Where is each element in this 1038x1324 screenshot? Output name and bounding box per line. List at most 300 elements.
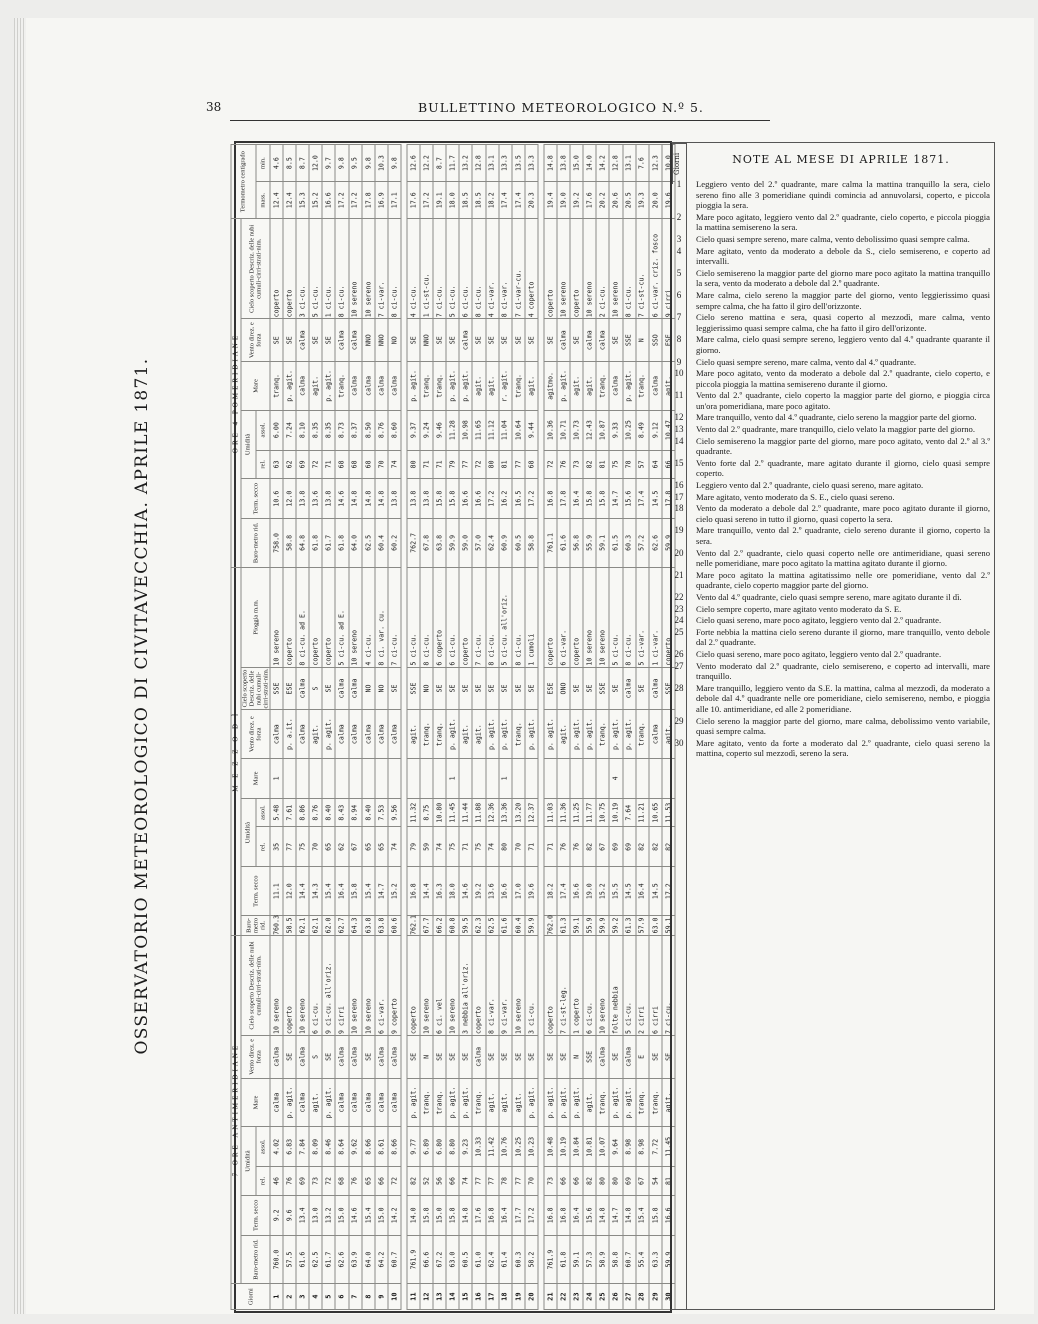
morning-humidity-rel: 54 (649, 1167, 662, 1196)
table-row (525, 145, 538, 1310)
morning-sky: 9 coperto (388, 935, 401, 1035)
noon-rain (623, 758, 636, 798)
morning-humidity-abs: 10.23 (525, 1127, 538, 1167)
temp-min: 13.2 (459, 145, 472, 182)
morning-humidity-rel: 66 (375, 1167, 388, 1196)
afternoon-sea: agit. (309, 362, 322, 411)
noon-sea: tranq. (512, 710, 525, 759)
noon-header-dry-thermometer: Term. secco (241, 867, 270, 916)
note-item (672, 390, 994, 411)
afternoon-dry-temp: 15.8 (433, 479, 446, 519)
observations-table-frame (231, 141, 673, 1313)
morning-wind: SE (407, 1035, 420, 1078)
noon-header-barometer: Baro-metro rid. (241, 915, 270, 935)
morning-humidity-abs: 7.84 (296, 1127, 309, 1167)
noon-barometer: 760.3 (270, 915, 283, 935)
afternoon-humidity-rel: 64 (649, 450, 662, 479)
afternoon-wind: calma (296, 319, 309, 362)
morning-sky: 9 cirri (335, 935, 348, 1035)
noon-humidity-rel: 67 (349, 827, 362, 867)
noon-humidity-abs: 8.43 (335, 798, 348, 827)
noon-humidity-abs: 11.88 (472, 798, 485, 827)
table-row (407, 145, 420, 1310)
noon-humidity-rel: 67 (596, 827, 609, 867)
morning-barometer: 63.0 (446, 1235, 459, 1284)
noon-humidity-abs: 10.80 (433, 798, 446, 827)
table-row (335, 145, 348, 1310)
morning-sea: p. agit. (446, 1078, 459, 1127)
morning-wind: calma (472, 1035, 485, 1078)
morning-sky: coperto (407, 935, 420, 1035)
note-item (672, 615, 994, 626)
table-row (322, 145, 335, 1310)
noon-dry-temp: 18.2 (544, 867, 557, 916)
noon-sky: coperto (570, 567, 583, 667)
temp-max: 12.4 (270, 182, 283, 219)
noon-wind: ESE (544, 667, 557, 710)
noon-humidity-abs: 13.20 (512, 798, 525, 827)
note-day-number: 27 (674, 660, 684, 671)
noon-humidity-rel: 77 (283, 827, 296, 867)
afternoon-sky: 8 ci-var. (499, 219, 512, 319)
noon-sea: tranq. (433, 710, 446, 759)
noon-rain: 1 (499, 758, 512, 798)
noon-humidity-abs: 10.19 (609, 798, 622, 827)
afternoon-barometer: 762.7 (407, 519, 420, 568)
afternoon-dry-temp: 12.0 (283, 479, 296, 519)
noon-sea: agit. (309, 710, 322, 759)
noon-humidity-abs: 5.48 (270, 798, 283, 827)
noon-wind: calma (335, 667, 348, 710)
afternoon-humidity-abs: 9.46 (433, 410, 446, 450)
morning-barometer: 59.9 (662, 1235, 675, 1284)
afternoon-humidity-rel: 72 (472, 450, 485, 479)
noon-humidity-abs: 11.32 (407, 798, 420, 827)
noon-sea: calma (270, 710, 283, 759)
note-item (672, 525, 994, 546)
morning-sea: agit. (499, 1078, 512, 1127)
table-row (459, 145, 472, 1310)
table-row (499, 145, 512, 1310)
temp-min: 12.3 (649, 145, 662, 182)
morning-wind: SSE (583, 1035, 596, 1078)
noon-wind: calma (296, 667, 309, 710)
afternoon-wind: calma (557, 319, 570, 362)
morning-wind: N (570, 1035, 583, 1078)
afternoon-humidity-abs: 9.12 (649, 410, 662, 450)
morning-dry-temp: 16.6 (662, 1195, 675, 1235)
morning-humidity-abs: 8.64 (335, 1127, 348, 1167)
noon-dry-temp: 12.0 (283, 867, 296, 916)
table-row (649, 145, 662, 1310)
note-day-number: 21 (674, 569, 684, 580)
day-number: 14 (446, 1284, 459, 1310)
afternoon-barometer: 61.8 (335, 519, 348, 568)
noon-sky: 7 ci-cu. (388, 567, 401, 667)
temp-max: 19.3 (636, 182, 649, 219)
note-text: Cielo semisereno la maggior parte del giorno, mare poco agitato, vento dal 2.º al 3.º quadrante. (696, 435, 990, 457)
noon-rain (557, 758, 570, 798)
table-row (636, 145, 649, 1310)
noon-sea: agit. (472, 710, 485, 759)
afternoon-header-humidity: Umidità (241, 410, 256, 479)
afternoon-humidity-rel: 62 (283, 450, 296, 479)
noon-sky: 8 ci-cu. ad E. (296, 567, 309, 667)
morning-barometer: 60.7 (388, 1235, 401, 1284)
noon-sea: calma (335, 710, 348, 759)
morning-sky: 6 ci-cu. (583, 935, 596, 1035)
noon-humidity-abs: 8.86 (296, 798, 309, 827)
afternoon-wind: N (636, 319, 649, 362)
noon-sky: coperto (322, 567, 335, 667)
morning-humidity-rel: 56 (433, 1167, 446, 1196)
table-row (349, 145, 362, 1310)
afternoon-humidity-rel: 63 (270, 450, 283, 479)
morning-humidity-rel: 82 (583, 1167, 596, 1196)
morning-wind: SE (662, 1035, 675, 1078)
afternoon-dry-temp: 14.7 (609, 479, 622, 519)
noon-sea: calma (296, 710, 309, 759)
morning-sea: tranq. (596, 1078, 609, 1127)
note-text: Vento dal 2.º quadrante, mare tranquillo, cielo velato la maggior parte del giorno. (696, 424, 976, 435)
noon-dry-temp: 17.2 (662, 867, 675, 916)
afternoon-wind: SE (270, 319, 283, 362)
afternoon-barometer: 64.8 (296, 519, 309, 568)
morning-humidity-abs: 9.23 (459, 1127, 472, 1167)
noon-dry-temp: 18.0 (446, 867, 459, 916)
noon-dry-temp: 14.5 (623, 867, 636, 916)
table-row (388, 145, 401, 1310)
table-row (557, 145, 570, 1310)
noon-barometer: 59.9 (596, 915, 609, 935)
morning-wind: calma (388, 1035, 401, 1078)
morning-sky: 10 sereno (420, 935, 433, 1035)
noon-barometer: 60.6 (388, 915, 401, 935)
afternoon-humidity-abs: 9.37 (407, 410, 420, 450)
noon-sea: tranq. (596, 710, 609, 759)
noon-sea: p. a.it. (283, 710, 296, 759)
noon-humidity-rel: 71 (525, 827, 538, 867)
morning-humidity-rel: 80 (609, 1167, 622, 1196)
afternoon-sky: 1 ci-st-cu. (420, 219, 433, 319)
noon-humidity-rel: 71 (459, 827, 472, 867)
morning-sky: 6 ci-var. (375, 935, 388, 1035)
note-day-number: 20 (674, 547, 684, 558)
noon-sea: calma (375, 710, 388, 759)
observations-table (231, 144, 676, 1310)
temp-min: 13.5 (512, 145, 525, 182)
note-text: Mare calma, cielo sereno la maggior parte del giorno, vento leggierissimo quasi sempre calma, che ha fatto il giro dell'orizzonte. (696, 289, 990, 311)
noon-rain (349, 758, 362, 798)
noon-barometer: 60.4 (512, 915, 525, 935)
morning-humidity-rel: 73 (544, 1167, 557, 1196)
afternoon-sea: tranq. (433, 362, 446, 411)
noon-dry-temp: 16.3 (433, 867, 446, 916)
noon-sky: 1 cumoli (525, 567, 538, 667)
afternoon-sea: calma (609, 362, 622, 411)
morning-wind: SE (544, 1035, 557, 1078)
morning-header-humidity-abs: assol. (256, 1127, 271, 1167)
morning-wind: N (420, 1035, 433, 1078)
note-text: Cielo semisereno la maggior parte del giorno mare poco agitato la mattina tranquillo la sera, vento da moderato a debole dal 2.º quadrante. (696, 267, 990, 289)
morning-sea: p. agit. (525, 1078, 538, 1127)
morning-sky: 9 ci-var. (499, 935, 512, 1035)
afternoon-sea: tranq. (270, 362, 283, 411)
afternoon-barometer: 67.8 (420, 519, 433, 568)
noon-rain (472, 758, 485, 798)
noon-barometer: 59.5 (459, 915, 472, 935)
noon-humidity-abs: 11.25 (570, 798, 583, 827)
temp-min: 8.5 (283, 145, 296, 182)
note-item (672, 424, 994, 435)
noon-dry-temp: 14.4 (296, 867, 309, 916)
morning-humidity-rel: 52 (420, 1167, 433, 1196)
noon-barometer: 61.3 (623, 915, 636, 935)
morning-dry-temp: 15.4 (362, 1195, 375, 1235)
noon-barometer: 62.7 (335, 915, 348, 935)
day-number: 26 (609, 1284, 622, 1310)
noon-dry-temp: 15.2 (596, 867, 609, 916)
noon-humidity-rel: 75 (472, 827, 485, 867)
notes-column (670, 142, 995, 1310)
note-item (672, 592, 994, 603)
afternoon-sky: 10 sereno (557, 219, 570, 319)
morning-sea: p. agit. (544, 1078, 557, 1127)
temp-min: 8.7 (433, 145, 446, 182)
afternoon-humidity-abs: 11.65 (472, 410, 485, 450)
noon-wind: SSE (596, 667, 609, 710)
morning-humidity-abs: 10.19 (557, 1127, 570, 1167)
table-row (270, 145, 283, 1310)
afternoon-sea: p. agit. (446, 362, 459, 411)
afternoon-barometer: 57.2 (636, 519, 649, 568)
noon-rain (525, 758, 538, 798)
noon-dry-temp: 19.2 (472, 867, 485, 916)
morning-humidity-abs: 11.45 (662, 1127, 675, 1167)
morning-humidity-abs: 8.80 (446, 1127, 459, 1167)
noon-dry-temp: 16.4 (335, 867, 348, 916)
morning-barometer: 57.5 (283, 1235, 296, 1284)
morning-sky: coperto (283, 935, 296, 1035)
afternoon-wind: calma (596, 319, 609, 362)
noon-humidity-abs: 13.36 (499, 798, 512, 827)
afternoon-sea: calma (362, 362, 375, 411)
noon-sky: 8 ci-cu. (512, 567, 525, 667)
afternoon-wind: calma (349, 319, 362, 362)
afternoon-humidity-abs: 10.36 (544, 410, 557, 450)
morning-dry-temp: 15.8 (446, 1195, 459, 1235)
noon-sea: calma (349, 710, 362, 759)
morning-humidity-rel: 77 (472, 1167, 485, 1196)
noon-wind: SE (472, 667, 485, 710)
afternoon-dry-temp: 13.8 (420, 479, 433, 519)
noon-barometer: 762.0 (544, 915, 557, 935)
noon-sea: p. agit. (623, 710, 636, 759)
afternoon-header-wind: Vento direz. e forza (241, 319, 270, 362)
temp-max: 17.4 (512, 182, 525, 219)
afternoon-header-humidity-rel: rel. (256, 450, 271, 479)
noon-humidity-abs: 11.36 (557, 798, 570, 827)
note-day-number: 1 (676, 179, 682, 189)
noon-sky: 10 sereno (349, 567, 362, 667)
afternoon-humidity-abs: 8.35 (322, 410, 335, 450)
noon-barometer: 63.8 (375, 915, 388, 935)
morning-sky: 10 sereno (296, 935, 309, 1035)
noon-sky: 5 ci-cu. (609, 567, 622, 667)
temp-max: 19.1 (433, 182, 446, 219)
afternoon-sky: 8 ci-cu. (388, 219, 401, 319)
day-number: 24 (583, 1284, 596, 1310)
note-item (672, 412, 994, 423)
morning-barometer: 57.3 (583, 1235, 596, 1284)
morning-humidity-abs: 10.07 (596, 1127, 609, 1167)
noon-rain (596, 758, 609, 798)
morning-barometer: 58.9 (596, 1235, 609, 1284)
note-item (672, 492, 994, 503)
table-row (433, 145, 446, 1310)
day-number: 27 (623, 1284, 636, 1310)
noon-wind: NO (375, 667, 388, 710)
noon-wind: calma (623, 667, 636, 710)
temp-max: 17.6 (407, 182, 420, 219)
afternoon-dry-temp: 17.4 (636, 479, 649, 519)
temp-min: 14.0 (583, 145, 596, 182)
afternoon-barometer: 61.7 (322, 519, 335, 568)
afternoon-barometer: 57.0 (472, 519, 485, 568)
morning-wind: SE (649, 1035, 662, 1078)
noon-humidity-abs: 8.76 (309, 798, 322, 827)
morning-sea: calma (335, 1078, 348, 1127)
afternoon-humidity-abs: 8.60 (388, 410, 401, 450)
afternoon-dry-temp: 14.8 (362, 479, 375, 519)
noon-humidity-abs: 11.03 (544, 798, 557, 827)
morning-barometer: 60.5 (459, 1235, 472, 1284)
noon-sky: 8 ci-cu. (420, 567, 433, 667)
afternoon-humidity-abs: 9.24 (420, 410, 433, 450)
noon-dry-temp: 14.7 (375, 867, 388, 916)
noon-sea: p. agit. (544, 710, 557, 759)
temp-max: 20.2 (596, 182, 609, 219)
morning-humidity-abs: 8.09 (309, 1127, 322, 1167)
afternoon-sky: 7 ci-st-cu. (636, 219, 649, 319)
note-text: Mare tranquillo, leggiero vento da S.E. la mattina, calma al mezzodì, da moderato a debole dal 4.º quadrante nelle ore pomeridiane, cielo semisereno, nembo, e pioggia alle 10. antimeridiane, ed alle 2 pomeridiane. (696, 682, 990, 714)
afternoon-humidity-rel: 57 (636, 450, 649, 479)
table-row (446, 145, 459, 1310)
afternoon-sky: 10 sereno (349, 219, 362, 319)
note-text: Mare agitato, vento moderato da S. E., cielo quasi sereno. (696, 491, 895, 502)
noon-barometer: 62.1 (296, 915, 309, 935)
afternoon-sky: coperto (270, 219, 283, 319)
day-number: 6 (335, 1284, 348, 1310)
noon-humidity-abs: 11.53 (662, 798, 675, 827)
noon-wind: SE (583, 667, 596, 710)
note-day-number: 13 (674, 424, 684, 435)
section-afternoon: ORE 4 POMERIDIANE (231, 219, 241, 567)
morning-sea: agit. (662, 1078, 675, 1127)
morning-wind: E (636, 1035, 649, 1078)
note-day-number: 16 (674, 480, 684, 491)
note-text: Cielo quasi sempre sereno, mare calma, vento dal 4.º quadrante. (696, 356, 917, 367)
noon-barometer: 58.5 (283, 915, 296, 935)
afternoon-barometer: 55.9 (583, 519, 596, 568)
morning-sky: 3 nebbia all'oriz. (459, 935, 472, 1035)
afternoon-dry-temp: 16.6 (472, 479, 485, 519)
noon-rain (433, 758, 446, 798)
noon-sky: 4 ci-cu. (362, 567, 375, 667)
temp-min: 10.3 (375, 145, 388, 182)
afternoon-wind: SE (472, 319, 485, 362)
noon-humidity-rel: 80 (499, 827, 512, 867)
noon-rain (283, 758, 296, 798)
morning-sea: calma (375, 1078, 388, 1127)
note-day-number: 25 (674, 626, 684, 637)
temp-max: 16.9 (375, 182, 388, 219)
noon-dry-temp: 16.6 (499, 867, 512, 916)
noon-humidity-rel: 74 (433, 827, 446, 867)
note-text: Mare tranquillo, vento dal 2.º quadrante, cielo sereno durante il giorno, coperto la sera. (696, 525, 990, 546)
noon-humidity-rel: 74 (388, 827, 401, 867)
noon-barometer: 62.3 (472, 915, 485, 935)
afternoon-dry-temp: 16.4 (570, 479, 583, 519)
note-day-number: 14 (674, 435, 684, 446)
noon-sea: calma (388, 710, 401, 759)
morning-sea: tranq. (472, 1078, 485, 1127)
noon-barometer: 61.3 (557, 915, 570, 935)
temp-max: 19.2 (570, 182, 583, 219)
note-text: Vento dal 2.º quadrante, cielo quasi coperto nelle ore antimeridiane, quasi sereno nelle pomeridiane, mare poco agitato la mattina agitato durante il giorno. (696, 547, 990, 569)
noon-sky: coperto (544, 567, 557, 667)
afternoon-barometer: 60.2 (388, 519, 401, 568)
table-row (472, 145, 485, 1310)
afternoon-header-barometer: Baro-metro rid. (241, 519, 270, 568)
morning-humidity-rel: 76 (283, 1167, 296, 1196)
noon-sky: coperto (283, 567, 296, 667)
day-number: 11 (407, 1284, 420, 1310)
morning-dry-temp: 14.0 (407, 1195, 420, 1235)
morning-wind: SE (283, 1035, 296, 1078)
temp-max: 20.0 (649, 182, 662, 219)
noon-dry-temp: 15.4 (362, 867, 375, 916)
note-text: Cielo quasi sereno, mare poco agitato, leggiero vento dal 2.º quadrante. (696, 648, 942, 659)
day-number: 2 (283, 1284, 296, 1310)
afternoon-humidity-abs: 10.64 (512, 410, 525, 450)
morning-humidity-rel: 82 (407, 1167, 420, 1196)
note-item (672, 246, 994, 267)
temp-min: 12.0 (309, 145, 322, 182)
noon-header-sea: Mare (241, 758, 270, 798)
afternoon-humidity-abs: 10.71 (557, 410, 570, 450)
noon-humidity-rel: 82 (583, 827, 596, 867)
morning-dry-temp: 14.8 (623, 1195, 636, 1235)
morning-dry-temp: 13.0 (309, 1195, 322, 1235)
afternoon-sky: 8 ci-cu. (623, 219, 636, 319)
afternoon-wind: SE (283, 319, 296, 362)
noon-barometer: 67.7 (420, 915, 433, 935)
note-item (672, 436, 994, 457)
noon-sea: agit. (557, 710, 570, 759)
afternoon-sea: agitmo. (544, 362, 557, 411)
morning-dry-temp: 16.8 (544, 1195, 557, 1235)
noon-humidity-abs: 8.40 (322, 798, 335, 827)
afternoon-humidity-abs: 8.76 (375, 410, 388, 450)
noon-barometer: 59.1 (662, 915, 675, 935)
morning-barometer: 66.6 (420, 1235, 433, 1284)
note-item (672, 179, 994, 211)
afternoon-dry-temp: 13.8 (296, 479, 309, 519)
morning-humidity-rel: 67 (636, 1167, 649, 1196)
morning-barometer: 62.5 (309, 1235, 322, 1284)
morning-sea: tranq. (433, 1078, 446, 1127)
